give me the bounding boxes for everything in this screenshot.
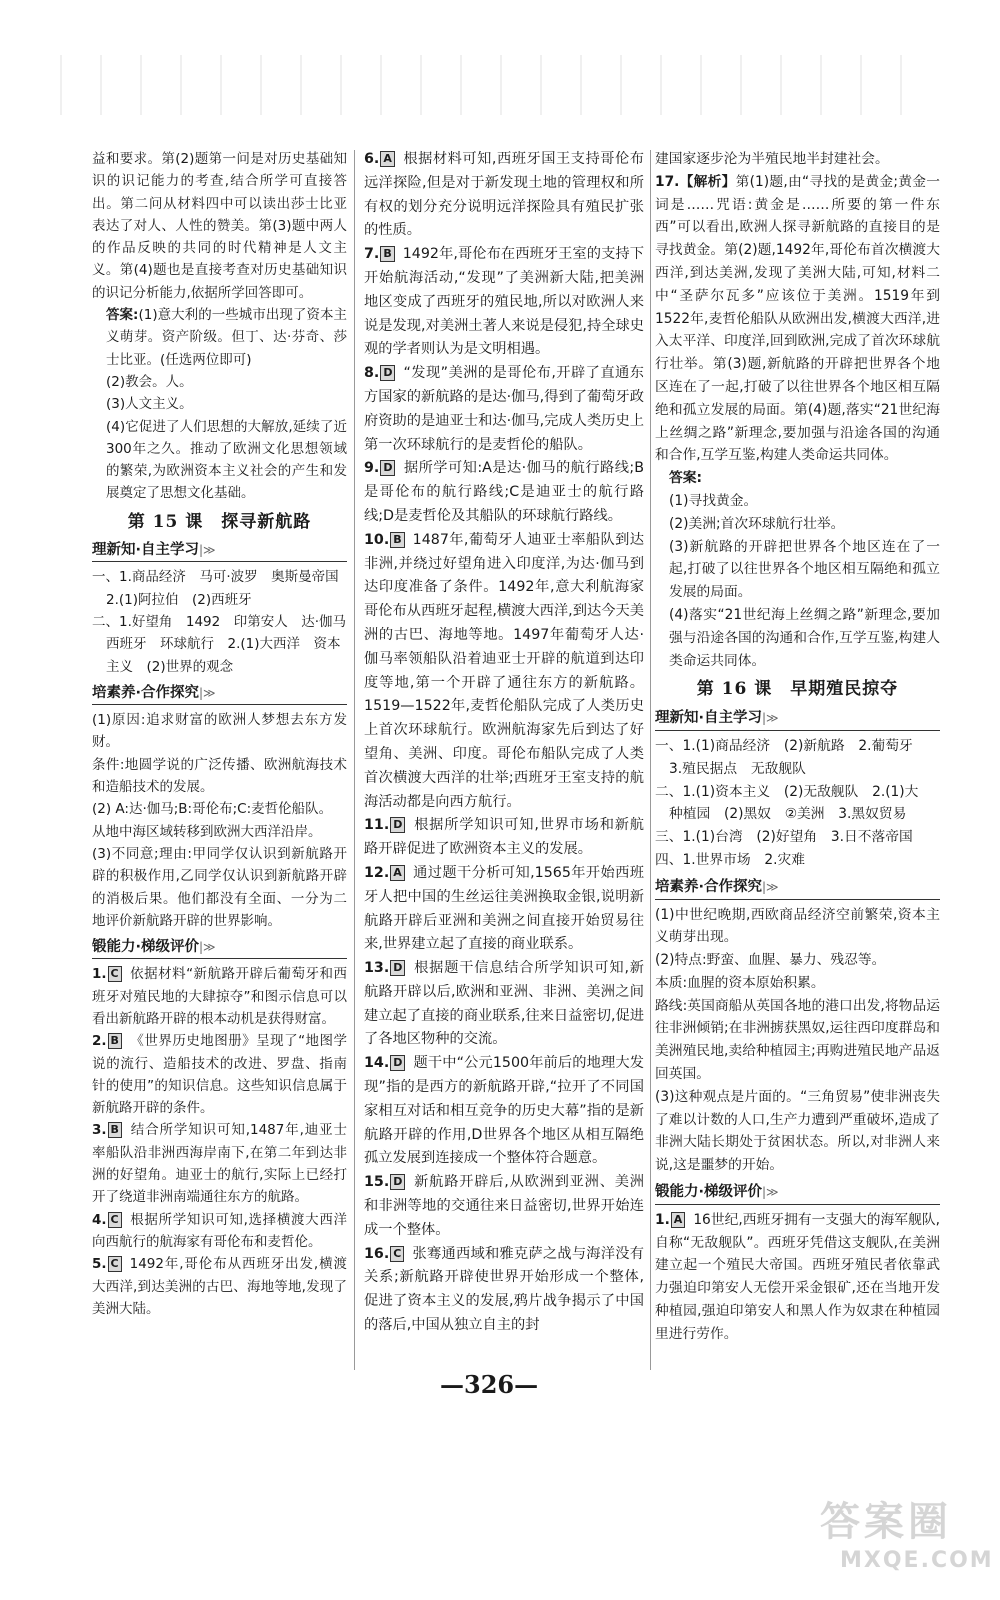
answer-option: D [390,960,405,976]
scan-texture [60,55,940,115]
answer-3: (3)新航路的开辟把世界各个地区连在了一起,打破了以往世界各个地区相互隔绝和孤立发展的局面。 [669,538,940,601]
question-item: 5. C 1492年,哥伦布从西班牙出发,横渡大西洋,到达美洲的古巴、海地等地,发现了美洲大陆。 [92,1256,347,1317]
answer-option: C [390,1246,404,1262]
fill-line: 一、1.商品经济 马可·波罗 奥斯曼帝国 [92,569,339,586]
answer-4: (4)它促进了人们思想的大解放,延续了近300年之久。推动了欧洲文化思想领域的繁荣,为欧洲资本主义社会的产生和发展奠定了思想文化基础。 [106,418,347,502]
watermark-url: MXQE.COM [840,1548,994,1573]
question-item: 8. D “发现”美洲的是哥伦布,开辟了直通东方国家的新航路的是达·伽马,得到了葡萄牙政府资助的是迪亚士和达·伽马,完成人类历史上第一次环球航行的是麦哲伦的船队。 [364,365,644,453]
watermark-text: 答案圈 [820,1499,952,1545]
question-item: 15. D 新航路开辟后,从欧洲到亚洲、美洲和非洲等地的交通往来日益密切,世界开始连成一个整体。 [364,1174,644,1238]
analysis-text: 益和要求。第(2)题第一问是对历史基础知识的识记能力的考查,结合所学可直接答出。第二问从材料四中可以读出莎士比亚表达了对人、人性的赞美。第(3)题中两人的作品反映的共同的时代精神是人文主义。第(4)题也是直接考查对历史基础知识的识记分析能力,依据所学回答即可。 [92,151,347,301]
answer-option: D [390,1055,405,1071]
answer-option: B [108,1122,122,1138]
question-item: 11. D 根据所学知识可知,世界市场和新航路开辟促进了欧洲资本主义的发展。 [364,817,644,858]
question-item: 13. D 根据题干信息结合所学知识可知,新航路开辟以后,欧洲和亚洲、非洲、美洲之间建立起了直接的商业联系,往来日益密切,促进了各地区物种的交流。 [364,960,644,1048]
column-divider [650,150,651,1370]
explore-text: 从地中海区域转移到欧洲大西洋沿岸。 [92,823,322,840]
page-number: —326— [440,1370,539,1399]
column-divider [354,150,355,1370]
question-item: 1. C 依据材料“新航路开辟后葡萄牙和西班牙对殖民地的大肆掠夺”和图示信息可以看出新航路开辟的根本动机是获得财富。 [92,966,347,1027]
answer-label: 答案: [669,470,702,487]
explore-text: (3)这种观点是片面的。“三角贸易”使非洲丧失了难以计数的人口,生产力遭到严重破坏,造成了非洲大陆长期处于贫困状态。所以,对非洲人来说,这是噩梦的开始。 [655,1088,940,1174]
answer-option: A [390,865,405,881]
answer-label: 答案: [106,307,139,324]
lesson-title: 第 16 课 早期殖民掠夺 [696,679,899,700]
answer-1 [92,304,347,371]
explore-text: (1)中世纪晚期,西欧商品经济空前繁荣,资本主义萌芽出现。 [655,906,940,946]
fill-line: 2.(1)阿拉伯 (2)西班牙 [106,591,252,608]
explore-text: (2)特点:野蛮、血腥、暴力、残忍等。 [655,952,886,969]
question-item: 2. B 《世界历史地图册》呈现了“地图学说的流行、造船技术的改进、罗盘、指南针的使用”的知识信息。这些知识信息属于新航路开辟的条件。 [92,1033,347,1117]
answer-option: D [380,365,395,381]
answer-option: B [108,1033,122,1049]
explore-text: 路线:英国商船从英国各地的港口出发,将物品运往非洲倾销;在非洲掳获黑奴,运往西印度群岛和美洲殖民地,卖给种植园主;再购进殖民地产品返回英国。 [655,997,940,1083]
section-heading: 锻能力·梯级评价|≫ [655,1181,940,1205]
answer-option: C [108,1256,122,1272]
question-item: 17.【解析】第(1)题,由“寻找的是黄金;黄金一词是……咒语:黄金是……所要的第一件东西”可以看出,欧洲人探寻新航路的直接目的是寻找黄金。第(2)题,1492年,哥伦布首次横渡大西洋,到达美洲,发现了美洲大陆,可知,材料二中“圣萨尔瓦多”应该位于美洲。1519年到1522年,麦哲伦船队从欧洲出发,横渡大西洋,进入太平洋、印度洋,回到欧洲,完成了首次环球航行壮举。第(3)题,新航路的开辟把世界各个地区连在了一起,打破了以往世界各个地区相互隔绝和孤立发展的局面。第(4)题,落实“21世纪海上丝绸之路”新理念,要加强与沿途各国的沟通和合作,互学互鉴,构建人类命运共同体。 [655,173,940,464]
answer-option: C [108,966,122,982]
fill-line: 二、1.好望角 1492 印第安人 达·伽马 [92,613,347,630]
section-heading: 锻能力·梯级评价|≫ [92,936,347,959]
question-item: 16. C 张骞通西域和雅克萨之战与海洋没有关系;新航路开辟使世界开始形成一个整体,促进了资本主义的发展,鸦片战争揭示了中国的落后,中国从独立自主的封 [364,1245,644,1334]
section-heading: 理新知·自主学习|≫ [92,539,347,562]
answer-3: (3)人文主义。 [106,396,193,413]
question-item: 14. D 题干中“公元1500年前后的地理大发现”指的是西方的新航路开辟,“拉开了不同国家相互对话和相互竞争的历史大幕”指的是新航路开辟的作用,D世界各个地区从相互隔绝孤立发展到连接成一个整体符合题意。 [364,1055,644,1167]
analysis-tag: 【解析】 [679,173,736,190]
answer-option: D [390,1174,405,1190]
explore-text: 本质:血腥的资本原始积累。 [655,974,825,991]
fill-line: 西班牙 环球航行 2.(1)大西洋 资本 [106,636,341,653]
question-item: 1. A 16世纪,西班牙拥有一支强大的海军舰队,自称“无敌舰队”。西班牙凭借这支舰队,在美洲建立起一个殖民大帝国。西班牙殖民者依靠武力强迫印第安人无偿开采金银矿,还在当地开发种植园,强迫印第安人和黑人作为奴隶在种植园里进行劳作。 [655,1211,940,1342]
explore-text: (3)不同意;理由:甲同学仅认识到新航路开辟的积极作用,乙同学仅认识到新航路开辟的消极后果。他们都没有全面、一分为二地评价新航路开辟的世界影响。 [92,845,347,929]
answer-text: (1)意大利的一些城市出现了资本主义萌芽。资产阶级。但丁、达·芬奇、莎士比亚。(任选两位即可) [106,307,348,368]
explore-text: 条件:地圆学说的广泛传播、欧洲航海技术和造船技术的发展。 [92,756,347,796]
column-1 [92,148,347,1320]
answer-option: D [390,817,405,833]
watermark [810,1490,994,1580]
section-heading: 理新知·自主学习|≫ [655,707,940,731]
answer-2: (2)教会。人。 [106,373,193,390]
answer-1-text: (1)寻找黄金。 [669,492,758,509]
answer-option: A [671,1212,686,1228]
fill-line: 二、1.(1)资本主义 (2)无敌舰队 2.(1)大 [655,783,919,800]
question-item: 3. B 结合所学知识可知,1487年,迪亚士率船队沿非洲西海岸南下,在第二年到达非洲的好望角。迪亚士的航行,实际上已经打开了绕道非洲南端通往东方的航路。 [92,1122,347,1206]
answer-4: (4)落实“21世纪海上丝绸之路”新理念,要加强与沿途各国的沟通和合作,互学互鉴,构建人类命运共同体。 [669,606,940,669]
fill-line: 三、1.(1)台湾 (2)好望角 3.日不落帝国 [655,829,913,846]
continued-text: 建国家逐步沦为半殖民地半封建社会。 [655,151,889,167]
question-item: 12. A 通过题干分析可知,1565年开始西班牙人把中国的生丝运往美洲换取金银,说明新航路开辟后亚洲和美洲之间直接开始贸易往来,世界建立起了直接的商业联系。 [364,864,644,953]
explore-text: (2) A:达·伽马;B:哥伦布;C:麦哲伦船队。 [92,801,333,818]
question-item: 6. A 根据材料可知,西班牙国王支持哥伦布远洋探险,但是对于新发现土地的管理权和所有权的划分充分说明远洋探险具有殖民扩张的性质。 [364,151,644,239]
answer-option: B [380,246,394,262]
question-item: 9. D 据所学可知:A是达·伽马的航行路线;B是哥伦布的航行路线;C是迪亚士的航行路线;D是麦哲伦及其船队的环球航行路线。 [364,460,644,524]
fill-line: 四、1.世界市场 2.灾难 [655,851,805,868]
section-heading: 培素养·合作探究|≫ [655,876,940,900]
question-item: 10. B 1487年,葡萄牙人迪亚士率船队到达非洲,并绕过好望角进入印度洋,为达·伽马到达印度准备了条件。1492年,意大利航海家哥伦布从西班牙起程,横渡大西洋,到达今天美洲的古巴、海地等地。1497年葡萄牙人达·伽马率领船队沿着迪亚士开辟的航道到达印度等地,第一个开辟了通往东方的新航路。1519—1522年,麦哲伦船队完成了人类历史上首次环球航行。欧洲航海家先后到达了好望角、美洲、印度。哥伦布船队完成了人类首次横渡大西洋的壮举;西班牙王室支持的航海活动都是向西方航行。 [364,531,644,810]
question-item: 4. C 根据所学知识可知,选择横渡大西洋向西航行的航海家有哥伦布和麦哲伦。 [92,1211,347,1250]
answer-option: D [380,460,395,476]
section-heading: 培素养·合作探究|≫ [92,682,347,705]
question-item: 7. B 1492年,哥伦布在西班牙王室的支持下开始航海活动,“发现”了美洲新大陆,把美洲地区变成了西班牙的殖民地,所以对欧洲人来说是发现,对美洲土著人来说是侵犯,持全球史观的学者则认为是文明相遇。 [364,246,644,358]
lesson-title: 第 15 课 探寻新航路 [127,511,312,532]
fill-line: 种植园 (2)黑奴 ②美洲 3.黑奴贸易 [669,806,907,823]
answer-1 [655,467,940,490]
fill-line: 一、1.(1)商品经济 (2)新航路 2.葡萄牙 [655,737,913,754]
explore-text: (1)原因:追求财富的欧洲人梦想去东方发财。 [92,712,347,751]
answer-option: B [390,532,404,548]
answer-option: C [108,1212,122,1228]
fill-line: 3.殖民据点 无敌舰队 [669,760,806,777]
column-2 [364,148,644,1338]
answer-option: A [380,151,395,167]
column-3 [655,148,940,1346]
answer-2: (2)美洲;首次环球航行壮举。 [669,515,845,532]
fill-line: 主义 (2)世界的观念 [106,658,234,675]
